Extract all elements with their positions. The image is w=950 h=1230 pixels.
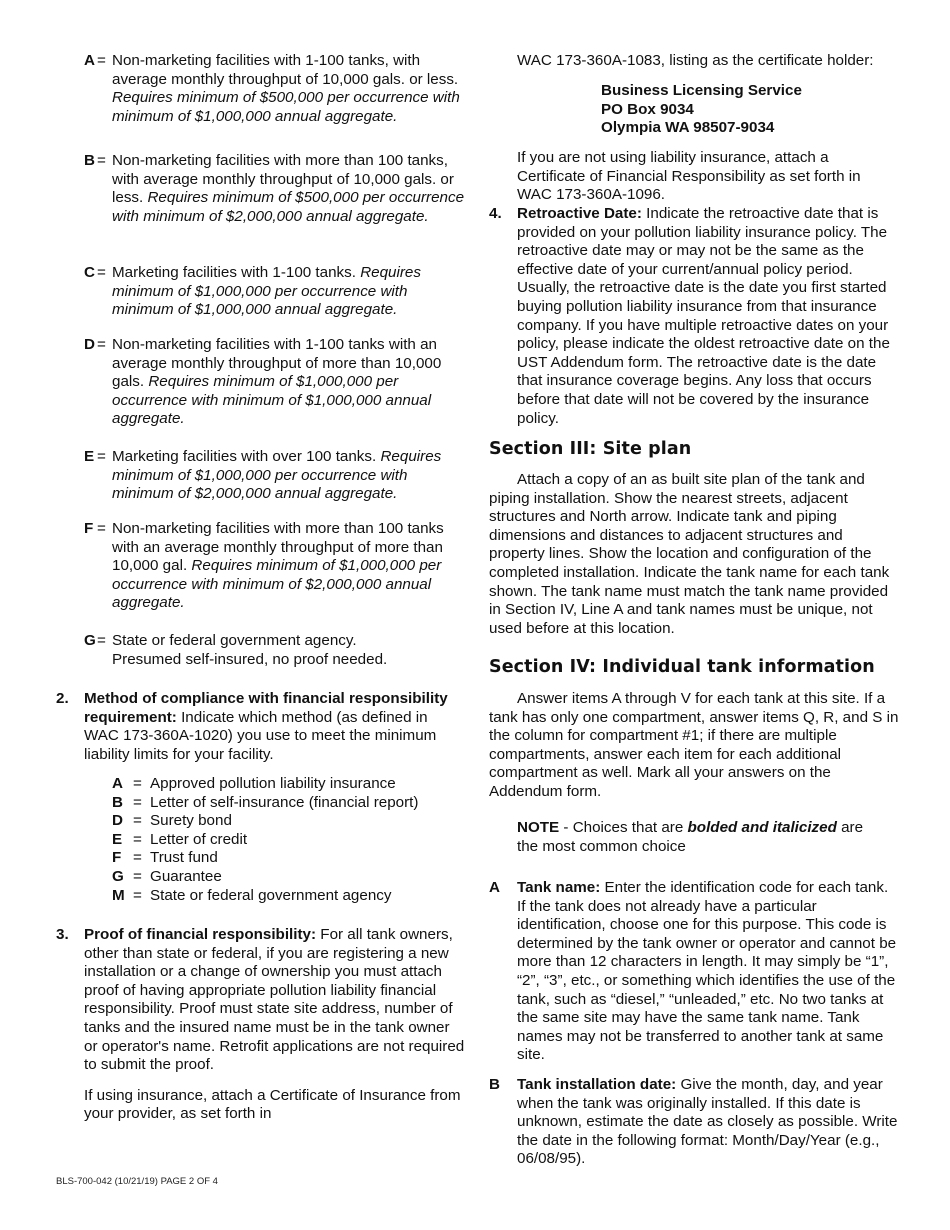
category-text: Marketing facilities with over 100 tanks. Requires minimum of $1,000,000 per occurrence with minimum of $2,000,000 annual aggregate. (112, 448, 442, 503)
category-item-f: F = Non-marketing facilities with more than 100 tanks with an average monthly throughput of more than 10,000 gal. Requires minimum of $1,000,000 per occurrence with minimum of $2,000,000 annual aggregate. (84, 520, 466, 613)
section-iii-text: Attach a copy of an as built site plan of the tank and piping installation. Show the nearest streets, adjacent structures and North arrow. Indicate tank and piping dimensions and distances to adjacent structures and property lines. Show the location and configuration of the completed installation. Indicate the tank name for each tank shown. The tank name must match the tank name provided in Section IV, Line A and tank names must be unique, not used before at this location. (489, 471, 890, 637)
insurance-paragraph: If using insurance, attach a Certificate of Insurance from your provider, as set forth in (84, 1086, 461, 1123)
item-letter: B (489, 1076, 500, 1093)
category-text: Non-marketing facilities with 1-100 tanks with an average monthly throughput of more than 10,000 gals. Requires minimum of $1,000,000 per occurrence with minimum of $1,000,000 annual aggregate. (112, 336, 442, 428)
note: NOTE - Choices that are bolded and italicized are the most common choice (517, 819, 864, 855)
item-a-tank-name: A Tank name: Enter the identification code for each tank. If the tank does not already have a particular identification, choose one for this purpose. This code is determined by the tank owner or operator and cannot be more than 12 characters in length. It may simply be “1”, “2”, “3”, etc., or something which identifies the use of the tank, such as “diesel,” “unleaded,” etc. No two tanks at the same site may have the same tank name. Tank names may not be transferred to another tank at same site. (489, 879, 897, 1064)
category-item-c: C = Marketing facilities with 1-100 tanks. Requires minimum of $1,000,000 per occurrence with minimum of $1,000,000 annual aggregate. (84, 264, 466, 320)
item-3-proof-of-financial-responsibility: 3. Proof of financial responsibility: For all tank owners, other than state or federal, if you are registering a new installation or a change of ownership you must attach proof of having appropriate pollution liability financial responsibility. Proof must state site address, number of tanks and the insured name must be in the tank owner or operator's name. Retrofit applications are not required to submit the proof. If using insurance, attach a Certificate of Insurance from your provider, as set forth in (56, 926, 465, 1123)
item-number: 3. (56, 926, 69, 943)
category-letter: G (84, 632, 96, 649)
list-item: E = Letter of credit (112, 830, 248, 848)
page-footer: BLS-700-042 (10/21/19) PAGE 2 OF 4 (56, 1176, 218, 1187)
category-letter: A (84, 52, 95, 69)
category-letter: B (84, 152, 95, 169)
item-letter: A (489, 879, 500, 896)
category-item-d: D = Non-marketing facilities with 1-100 tanks with an average monthly throughput of more than 10,000 gals. Requires minimum of $1,000,000 per occurrence with minimum of $1,000,000 annual aggregate. (84, 336, 466, 429)
not-using-insurance-paragraph: If you are not using liability insurance, attach a Certificate of Financial Responsibility as set forth in WAC 173-360A-1096. (517, 149, 861, 204)
category-item-g: G = State or federal government agency. Presumed self-insured, no proof needed. (84, 632, 466, 669)
section-iii-heading: Section III: Site plan (489, 439, 692, 459)
category-text: Non-marketing facilities with more than 100 tanks with an average monthly throughput of more than 10,000 gal. Requires minimum of $1,000,000 per occurrence with minimum of $2,000,000 annual aggregate. (112, 520, 444, 612)
category-item-a: A = Non-marketing facilities with 1-100 tanks, with average monthly throughput of 10,000 gals. or less. Requires minimum of $500,000 per occurrence with minimum of $1,000,000 annual aggregate. (84, 52, 466, 126)
item-4-retroactive-date: 4. Retroactive Date: Indicate the retroactive date that is provided on your pollution liability insurance policy. The retroactive date may or may not be the same as the effective date of your current/annual policy period. Usually, the retroactive date is the date you first started buying pollution liability insurance from that insurance company. If you have multiple retroactive dates on your policy, please indicate the oldest retroactive date on the UST Addendum form. The retroactive date is the date that insurance coverage begins. Any loss that occurs before that date will not be covered by the insurance policy. (489, 205, 890, 427)
list-item: D = Surety bond (112, 812, 232, 830)
category-text: Marketing facilities with 1-100 tanks. Requires minimum of $1,000,000 per occurrence with minimum of $1,000,000 annual aggregate. (112, 264, 421, 319)
category-letter: F (84, 520, 94, 537)
section-iv-text: Answer items A through V for each tank at this site. If a tank has only one compartment, answer items Q, R, and S in the column for compartment #1; if there are multiple compartments, answer each item for each additional compartment as well. Mark all your answers on the Addendum form. (489, 690, 899, 800)
certificate-holder-address: Business Licensing Service PO Box 9034 Olympia WA 98507-9034 (601, 82, 802, 137)
item-number: 2. (56, 690, 69, 707)
item-b-tank-installation-date: B Tank installation date: Give the month, day, and year when the tank was originally installed. If this date is unknown, estimate the date as closely as possible. Write the date in the following format: Month/Day/Year (e.g., 06/08/95). (489, 1076, 898, 1168)
methods-list (112, 775, 452, 905)
category-text: State or federal government agency. Presumed self-insured, no proof needed. (112, 632, 388, 668)
category-text: Non-marketing facilities with more than 100 tanks, with average monthly throughput of 10,000 gals. or less. Requires minimum of $500,000 per occurrence with minimum of $2,000,000 annual aggregate. (112, 152, 465, 225)
list-item: B = Letter of self-insurance (financial report) (112, 793, 419, 811)
list-item: F = Trust fund (112, 849, 218, 867)
category-item-e: E = Marketing facilities with over 100 tanks. Requires minimum of $1,000,000 per occurrence with minimum of $2,000,000 annual aggregate. (84, 448, 466, 504)
item-number: 4. (489, 205, 502, 222)
list-item: A = Approved pollution liability insurance (112, 775, 396, 792)
section-iv-heading: Section IV: Individual tank information (489, 657, 875, 677)
category-letter: D (84, 336, 95, 353)
list-item: G = Guarantee (112, 867, 222, 885)
list-item: M = State or federal government agency (112, 886, 392, 904)
category-item-b: B = Non-marketing facilities with more than 100 tanks, with average monthly throughput of 10,000 gals. or less. Requires minimum of $500,000 per occurrence with minimum of $2,000,000 annual aggregate. (84, 152, 465, 225)
category-text: Non-marketing facilities with 1-100 tanks, with average monthly throughput of 10,000 gals. or less. Requires minimum of $500,000 per occurrence with minimum of $1,000,000 annual aggregate. (112, 52, 460, 125)
category-letter: C (84, 264, 95, 281)
category-letter: E (84, 448, 95, 465)
item-2-method-of-compliance: 2. Method of compliance with financial responsibility requirement: Indicate which method (as defined in WAC 173-360A-1020) you use to meet the minimum liability limits for your facility. (56, 690, 448, 763)
wac-line: WAC 173-360A-1083, listing as the certificate holder: (517, 52, 874, 69)
